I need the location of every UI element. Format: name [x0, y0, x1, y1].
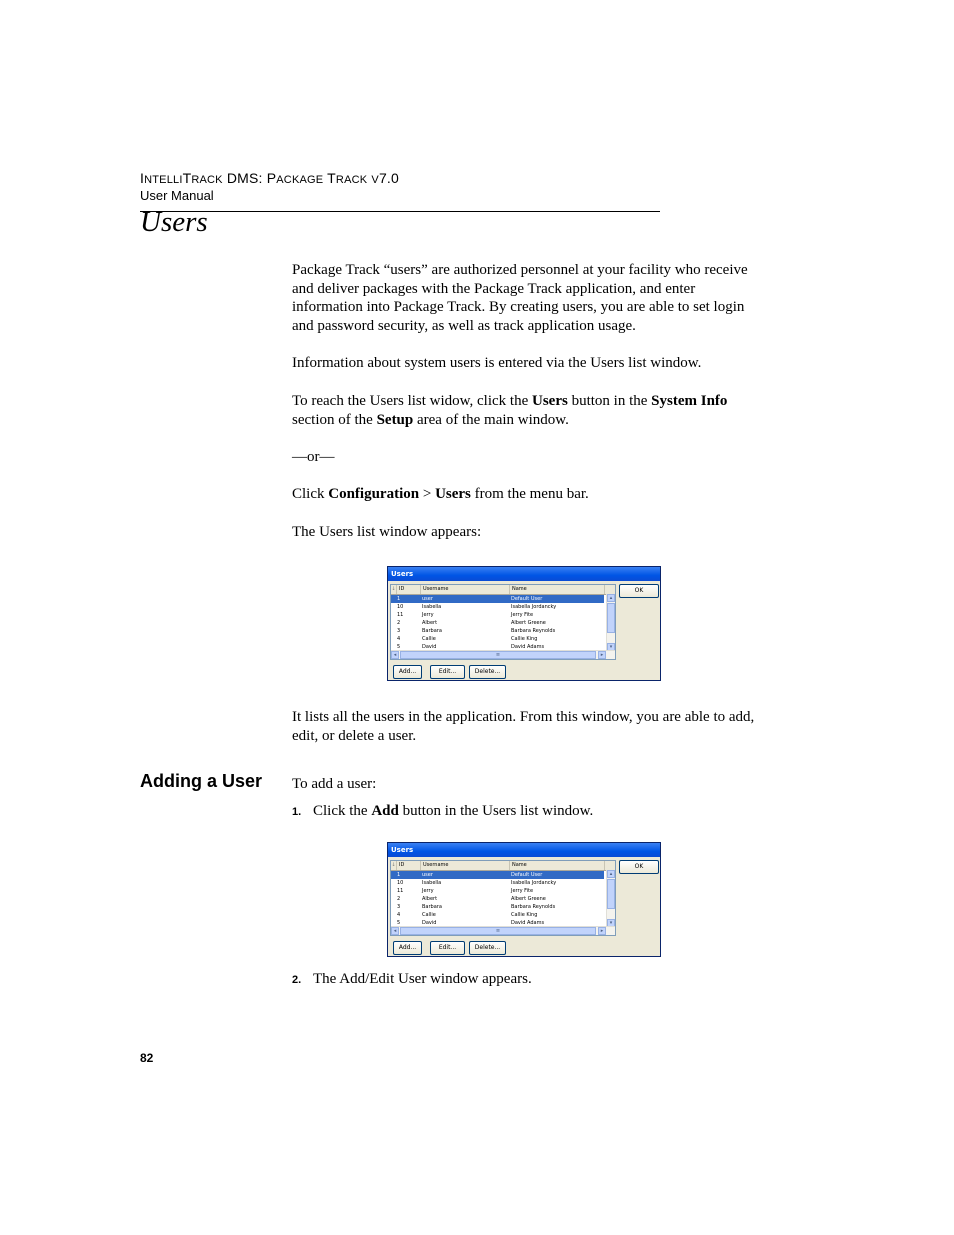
column-header[interactable]: Name [510, 585, 605, 594]
cell-id: 3 [397, 628, 401, 634]
lists-paragraph: It lists all the users in the application. From this window, you are able to add, edit, or delete a user. [292, 709, 755, 744]
or-separator: —or— [292, 449, 335, 465]
table-row[interactable] [391, 903, 604, 911]
edit-button[interactable]: Edit... [430, 665, 465, 679]
vertical-scrollbar[interactable] [606, 594, 615, 651]
list-column-header [391, 861, 615, 871]
cell-id: 1 [397, 872, 401, 878]
header-product-part: RACK [335, 174, 368, 186]
scroll-up-icon[interactable]: ▴ [607, 594, 615, 602]
scroll-left-icon[interactable]: ◂ [391, 651, 399, 659]
table-row[interactable] [391, 635, 604, 643]
section-intro: To add a user: [292, 776, 377, 792]
running-header-product [140, 170, 399, 186]
cell-username: Isabella [422, 880, 442, 886]
table-row[interactable] [391, 871, 604, 879]
cell-name: David Adams [511, 920, 545, 926]
scroll-down-icon[interactable]: ▾ [607, 919, 615, 927]
table-row[interactable] [391, 627, 604, 635]
users-list[interactable] [390, 584, 616, 660]
header-product-part: 7.0 [378, 170, 399, 186]
page-title: Users [140, 206, 208, 238]
delete-button[interactable]: Delete... [469, 665, 506, 679]
users-window-screenshot-1 [387, 566, 661, 681]
cell-username: Callie [422, 636, 436, 642]
running-header-subtitle: User Manual [140, 188, 214, 203]
table-row[interactable] [391, 611, 604, 619]
header-product-part: RACK [191, 174, 223, 186]
horizontal-scrollbar[interactable] [391, 650, 615, 659]
cell-name: Default User [511, 872, 543, 878]
cell-username: Callie [422, 912, 436, 918]
cell-name: Barbara Reynolds [511, 628, 556, 634]
column-header[interactable]: ID [397, 861, 421, 870]
header-product-part: I [140, 170, 145, 186]
cell-name: David Adams [511, 644, 545, 650]
scroll-left-icon[interactable]: ◂ [391, 927, 399, 935]
scroll-thumb[interactable]: ≡ [400, 651, 596, 659]
cell-username: user [422, 596, 433, 602]
cell-username: Barbara [422, 628, 442, 634]
sort-icon: ↓ [391, 586, 396, 592]
cell-id: 10 [397, 880, 404, 886]
cell-name: Callie King [511, 912, 538, 918]
scroll-thumb[interactable] [607, 879, 615, 909]
table-row[interactable] [391, 603, 604, 611]
cell-id: 1 [397, 596, 401, 602]
cell-id: 4 [397, 636, 401, 642]
cell-id: 4 [397, 912, 401, 918]
page-number: 82 [140, 1051, 154, 1065]
scroll-right-icon[interactable]: ▸ [598, 651, 606, 659]
column-header[interactable]: Username [421, 861, 510, 870]
column-header[interactable]: ID [397, 585, 421, 594]
users-window-screenshot-2 [387, 842, 661, 957]
cell-id: 3 [397, 904, 401, 910]
table-row[interactable] [391, 887, 604, 895]
cell-id: 2 [397, 896, 401, 902]
menu-paragraph: Click Configuration > Users from the menu bar. [292, 486, 589, 502]
column-header[interactable]: Username [421, 585, 510, 594]
header-product-part: T [182, 170, 192, 186]
cell-id: 5 [397, 920, 401, 926]
scroll-up-icon[interactable]: ▴ [607, 870, 615, 878]
cell-name: Albert Greene [511, 620, 546, 626]
cell-username: Albert [422, 896, 438, 902]
scroll-thumb[interactable] [607, 603, 615, 633]
list-column-header [391, 585, 615, 595]
sort-icon: ↓ [391, 862, 396, 868]
cell-username: David [422, 644, 437, 650]
delete-button[interactable]: Delete... [469, 941, 506, 955]
cell-id: 11 [397, 888, 404, 894]
cell-name: Albert Greene [511, 896, 546, 902]
cell-username: Albert [422, 620, 438, 626]
cell-username: user [422, 872, 433, 878]
cell-name: Jerry Fite [511, 612, 534, 618]
add-button[interactable]: Add... [393, 941, 422, 955]
header-product-part: DMS: P [222, 170, 277, 186]
table-row[interactable] [391, 595, 604, 603]
section-heading: Adding a User [140, 771, 263, 791]
ok-button[interactable]: OK [619, 584, 659, 598]
window-appears-paragraph: The Users list window appears: [292, 524, 482, 540]
cell-name: Jerry Fite [511, 888, 534, 894]
horizontal-scrollbar[interactable] [391, 926, 615, 935]
info-paragraph: Information about system users is entered via the Users list window. [292, 355, 702, 371]
scroll-right-icon[interactable]: ▸ [598, 927, 606, 935]
cell-name: Isabella Jordancky [511, 880, 557, 886]
ok-button[interactable]: OK [619, 860, 659, 874]
cell-username: Barbara [422, 904, 442, 910]
cell-id: 10 [397, 604, 404, 610]
add-button[interactable]: Add... [393, 665, 422, 679]
cell-id: 5 [397, 644, 401, 650]
intro-paragraph: Package Track “users” are authorized personnel at your facility who receive and deliver packages with the Package Track application, and enter information into Package Track. By creating users, you are able to set login and password security, as well as track application usage. [292, 262, 748, 335]
header-product-part: NTELLI [144, 174, 183, 186]
scroll-thumb[interactable]: ≡ [400, 927, 596, 935]
header-product-part: V [371, 174, 379, 186]
vertical-scrollbar[interactable] [606, 870, 615, 927]
cell-name: Isabella Jordancky [511, 604, 557, 610]
header-product-part: T [323, 170, 336, 186]
reach-paragraph: To reach the Users list widow, click the Users button in the System Info section of the Setup area of the main window. [292, 393, 728, 428]
table-row[interactable] [391, 619, 604, 627]
step-2: 2. The Add/Edit User window appears. [292, 971, 532, 987]
cell-username: David [422, 920, 437, 926]
cell-id: 11 [397, 612, 404, 618]
cell-id: 2 [397, 620, 401, 626]
header-product-part: ACKAGE [276, 174, 324, 186]
cell-username: Jerry [422, 888, 434, 894]
table-row[interactable] [391, 879, 604, 887]
table-row[interactable] [391, 911, 604, 919]
cell-name: Default User [511, 596, 543, 602]
column-header[interactable]: Name [510, 861, 605, 870]
window-titlebar: Users [388, 843, 660, 857]
edit-button[interactable]: Edit... [430, 941, 465, 955]
header-rule [140, 211, 660, 212]
cell-username: Jerry [422, 612, 434, 618]
cell-name: Barbara Reynolds [511, 904, 556, 910]
window-titlebar: Users [388, 567, 660, 581]
scroll-down-icon[interactable]: ▾ [607, 643, 615, 651]
cell-username: Isabella [422, 604, 442, 610]
table-row[interactable] [391, 895, 604, 903]
cell-name: Callie King [511, 636, 538, 642]
step-1: 1. Click the Add button in the Users list window. [292, 803, 594, 819]
users-list[interactable] [390, 860, 616, 936]
